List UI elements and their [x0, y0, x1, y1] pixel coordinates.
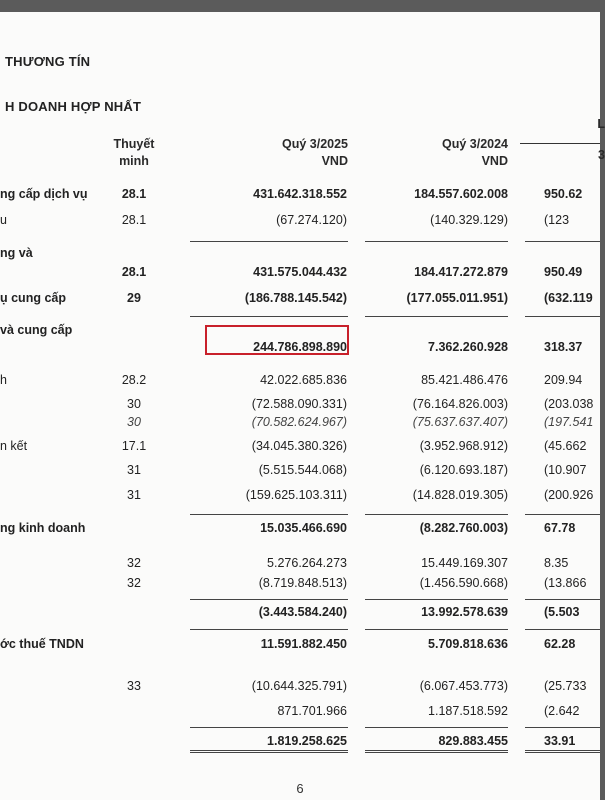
- statement-row: [0, 243, 600, 263]
- row-value-q3-2024: 7.362.260.928: [428, 340, 508, 354]
- header-col3: [525, 116, 605, 164]
- row-value-q3-2025: 871.701.966: [277, 704, 347, 718]
- statement-row: [0, 288, 600, 308]
- row-value-col3: (45.662: [544, 439, 587, 453]
- total-rule: [365, 727, 508, 728]
- row-value-col3: (200.926: [544, 488, 594, 502]
- row-value-col3: 318.37: [544, 340, 583, 354]
- statement-row: [0, 553, 600, 573]
- highlight-box: [205, 325, 349, 355]
- header-col1-unit: VND: [321, 154, 348, 168]
- company-name: THƯƠNG TÍN: [5, 54, 91, 69]
- row-value-col3: 950.49: [544, 265, 583, 279]
- row-value-col3: (25.733: [544, 679, 587, 693]
- row-value-col3: 8.35: [544, 556, 569, 570]
- row-label: h: [0, 373, 7, 387]
- row-value-q3-2025: 431.575.044.432: [253, 265, 347, 279]
- subtotal-rule: [525, 316, 600, 317]
- row-value-q3-2025: (159.625.103.311): [245, 488, 347, 502]
- row-value-col3: (197.541: [544, 415, 594, 429]
- row-note: 28.1: [121, 265, 147, 279]
- row-note: 31: [127, 463, 141, 477]
- row-value-col3: (10.907: [544, 463, 587, 477]
- row-note: 29: [127, 291, 141, 305]
- row-value-q3-2025: 244.786.898.890: [253, 340, 347, 354]
- row-value-q3-2024: 13.992.578.639: [421, 605, 508, 619]
- row-note: 32: [127, 556, 141, 570]
- row-value-q3-2025: (67.274.120): [276, 213, 347, 227]
- statement-row: [0, 634, 600, 654]
- header-col3-line1: L: [597, 117, 605, 131]
- row-value-col3: (5.503: [544, 605, 580, 619]
- subtotal-rule: [525, 241, 600, 242]
- row-note: 17.1: [121, 439, 147, 453]
- row-value-col3: 33.91: [544, 734, 576, 748]
- row-note: 28.1: [121, 213, 147, 227]
- statement-row: [0, 412, 600, 432]
- statement-row: [0, 262, 600, 282]
- row-value-q3-2024: 184.557.602.008: [414, 187, 508, 201]
- subtotal-rule: [365, 316, 508, 317]
- row-value-q3-2025: (10.644.325.791): [251, 679, 347, 693]
- row-value-col3: 67.78: [544, 521, 576, 535]
- row-value-q3-2024: (3.952.968.912): [419, 439, 508, 453]
- header-note-line2: minh: [119, 154, 149, 168]
- row-value-q3-2025: (72.588.090.331): [251, 397, 347, 411]
- statement-row: [0, 184, 600, 204]
- row-value-col3: (2.642: [544, 704, 580, 718]
- header-col2-period: Quý 3/2024: [441, 137, 508, 151]
- subtotal-rule: [190, 599, 348, 600]
- row-value-q3-2024: (76.164.826.003): [412, 397, 508, 411]
- header-col2-unit: VND: [481, 154, 508, 168]
- statement-row: [0, 370, 600, 390]
- row-label: và cung cấp: [0, 323, 73, 337]
- row-label: ụ cung cấp: [0, 291, 66, 305]
- subtotal-rule: [190, 629, 348, 630]
- header-note: [100, 136, 168, 170]
- row-value-q3-2024: 85.421.486.476: [421, 373, 508, 387]
- row-value-q3-2024: 15.449.169.307: [421, 556, 508, 570]
- row-value-q3-2025: 1.819.258.625: [267, 734, 347, 748]
- row-value-q3-2024: 1.187.518.592: [428, 704, 508, 718]
- statement-row: [0, 210, 600, 230]
- row-value-q3-2024: (14.828.019.305): [412, 488, 508, 502]
- row-note: 32: [127, 576, 141, 590]
- header-col1-period: Quý 3/2025: [281, 137, 348, 151]
- header-q3-2025: [190, 136, 348, 170]
- row-note: 31: [127, 488, 141, 502]
- row-value-q3-2025: (3.443.584.240): [258, 605, 347, 619]
- row-value-col3: (632.119: [544, 291, 593, 305]
- row-label: ng kinh doanh: [0, 521, 86, 535]
- row-label: n kết: [0, 439, 28, 453]
- row-value-q3-2024: (75.637.637.407): [412, 415, 508, 429]
- row-note: 28.1: [121, 187, 147, 201]
- row-value-q3-2025: 431.642.318.552: [253, 187, 347, 201]
- row-value-q3-2024: (8.282.760.003): [419, 521, 508, 535]
- page-number: 6: [296, 781, 304, 796]
- row-value-col3: 62.28: [544, 637, 576, 651]
- statement-row: [0, 676, 600, 696]
- total-double-rule: [365, 750, 508, 753]
- row-note: 30: [127, 415, 141, 429]
- statement-row: [0, 602, 600, 622]
- row-value-q3-2025: 11.591.882.450: [260, 637, 347, 651]
- row-value-q3-2024: 184.417.272.879: [414, 265, 508, 279]
- row-value-col3: (13.866: [544, 576, 587, 590]
- row-value-q3-2025: (186.788.145.542): [244, 291, 347, 305]
- row-value-q3-2025: (8.719.848.513): [258, 576, 347, 590]
- row-value-q3-2024: (6.120.693.187): [419, 463, 508, 477]
- header-note-line1: Thuyết: [113, 137, 155, 151]
- total-rule: [190, 727, 348, 728]
- statement-row: [0, 573, 600, 593]
- subtotal-rule: [365, 514, 508, 515]
- row-value-q3-2025: (70.582.624.967): [251, 415, 347, 429]
- row-value-q3-2025: 15.035.466.690: [260, 521, 347, 535]
- statement-row: [0, 394, 600, 414]
- row-value-q3-2024: (177.055.011.951): [406, 291, 508, 305]
- row-value-q3-2025: 5.276.264.273: [267, 556, 347, 570]
- row-value-q3-2024: (6.067.453.773): [419, 679, 508, 693]
- statement-row: [0, 485, 600, 505]
- subtotal-rule: [525, 599, 600, 600]
- total-double-rule: [190, 750, 348, 753]
- row-value-col3: (123: [544, 213, 570, 227]
- row-label: ớc thuế TNDN: [0, 637, 84, 651]
- statement-row: [0, 518, 600, 538]
- statement-row: [0, 460, 600, 480]
- subtotal-rule: [365, 629, 508, 630]
- subtotal-rule: [525, 514, 600, 515]
- report-title: H DOANH HỢP NHẤT: [5, 99, 142, 114]
- row-label: ng cấp dịch vụ: [0, 187, 88, 201]
- row-label: u: [0, 213, 7, 227]
- header-col3-line2: 3: [598, 148, 605, 162]
- row-note: 28.2: [121, 373, 147, 387]
- subtotal-rule: [365, 599, 508, 600]
- header-divider: [520, 143, 600, 144]
- total-double-rule: [525, 750, 600, 753]
- row-value-col3: 209.94: [544, 373, 583, 387]
- subtotal-rule: [190, 316, 348, 317]
- row-value-q3-2025: 42.022.685.836: [260, 373, 347, 387]
- row-label: ng và: [0, 246, 33, 260]
- subtotal-rule: [190, 514, 348, 515]
- subtotal-rule: [365, 241, 508, 242]
- header-q3-2024: [365, 136, 508, 170]
- statement-row: [0, 701, 600, 721]
- subtotal-rule: [190, 241, 348, 242]
- total-rule: [525, 727, 600, 728]
- row-note: 33: [127, 679, 141, 693]
- row-value-col3: (203.038: [544, 397, 594, 411]
- statement-page: [0, 12, 605, 800]
- statement-row: [0, 731, 600, 751]
- row-value-q3-2024: (140.329.129): [430, 213, 508, 227]
- row-value-col3: 950.62: [544, 187, 583, 201]
- row-value-q3-2024: 829.883.455: [438, 734, 508, 748]
- row-value-q3-2025: (34.045.380.326): [251, 439, 347, 453]
- row-note: 30: [127, 397, 141, 411]
- row-value-q3-2024: 5.709.818.636: [428, 637, 508, 651]
- subtotal-rule: [525, 629, 600, 630]
- statement-row: [0, 436, 600, 456]
- row-value-q3-2025: (5.515.544.068): [258, 463, 347, 477]
- row-value-q3-2024: (1.456.590.668): [419, 576, 508, 590]
